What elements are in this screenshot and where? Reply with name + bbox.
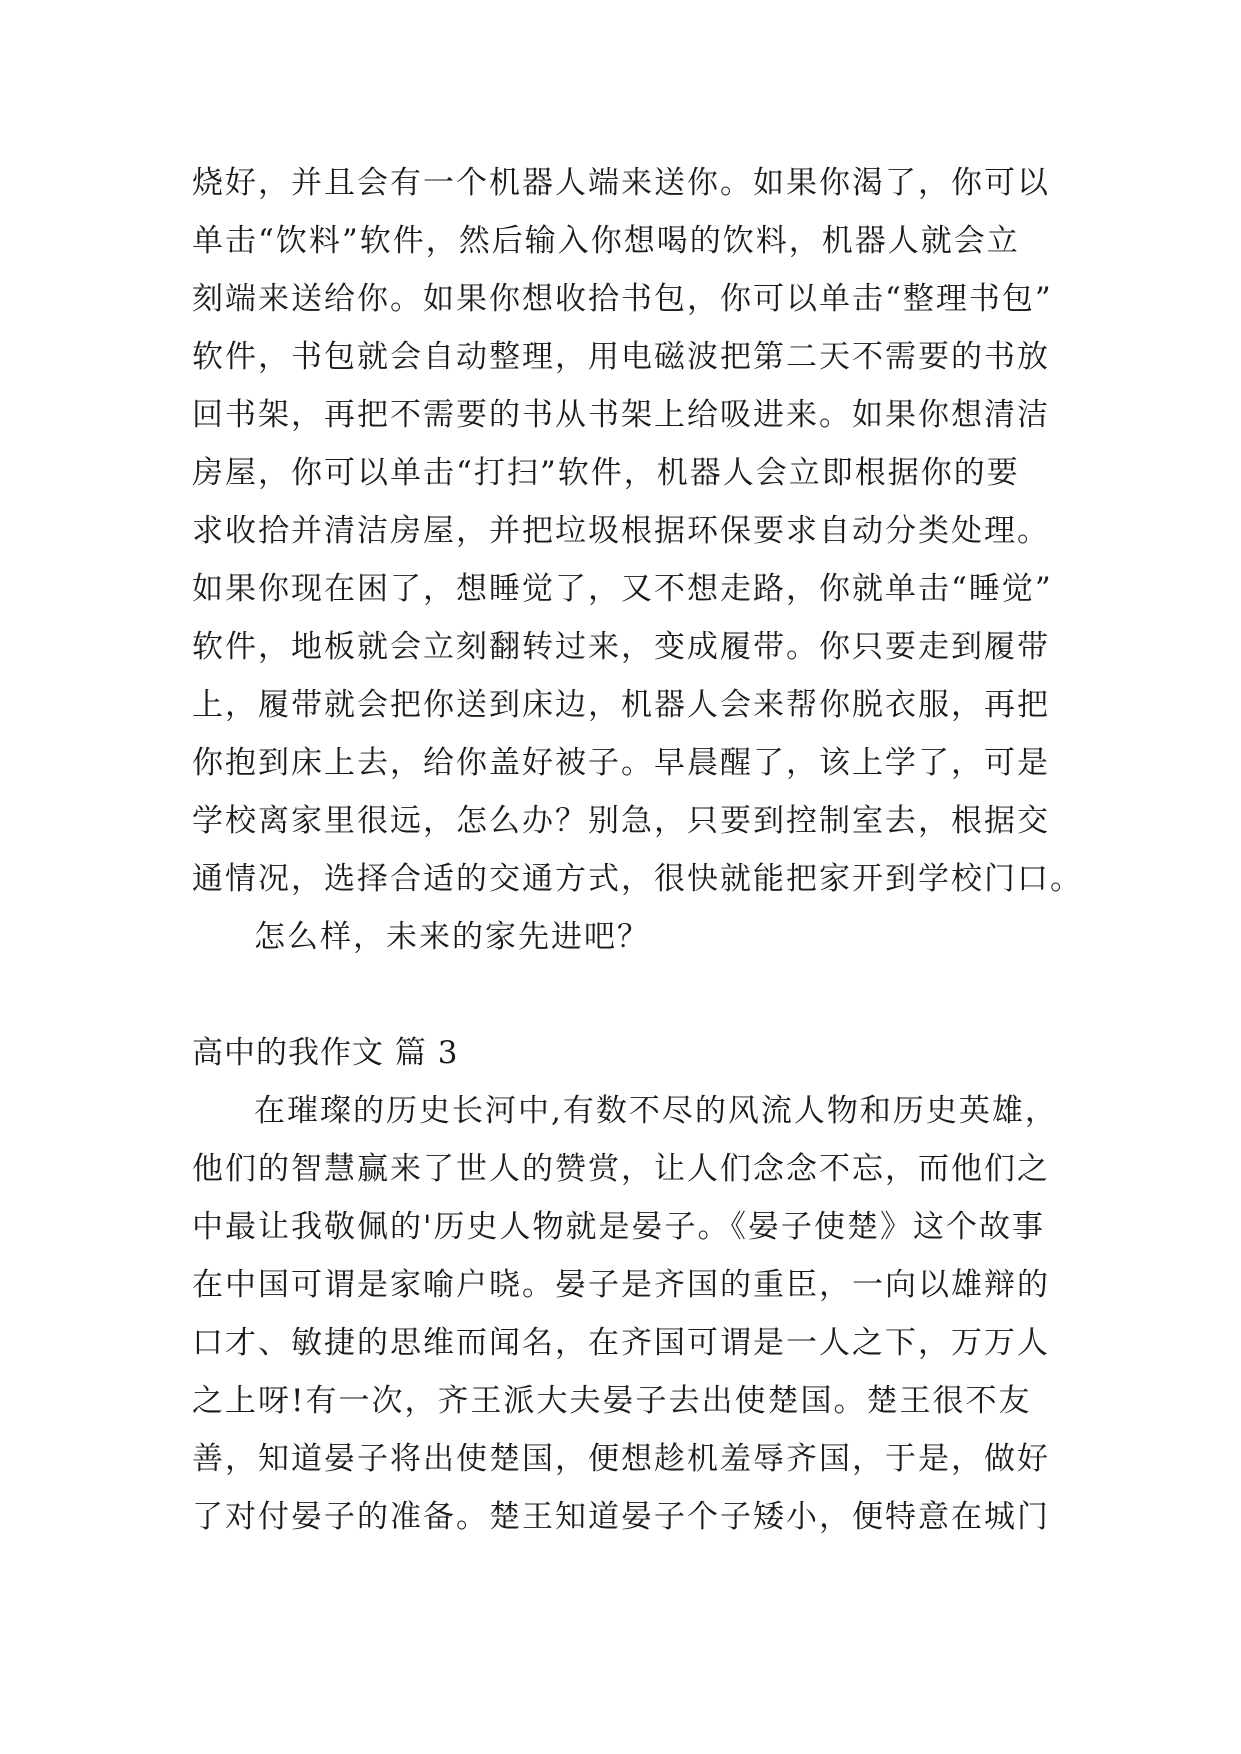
paragraph-line: 烧好，并且会有一个机器人端来送你。如果你渴了，你可以: [192, 165, 1050, 201]
paragraph-line: 单击“饮料”软件，然后输入你想喝的饮料，机器人就会立: [192, 223, 1020, 259]
paragraph-line: 了对付晏子的准备。楚王知道晏子个子矮小，便特意在城门: [192, 1499, 1050, 1535]
paragraph-line: 中最让我敬佩的'历史人物就是晏子。《晏子使楚》这个故事: [192, 1209, 1046, 1245]
section-heading: 高中的我作文 篇 3: [192, 1035, 459, 1071]
paragraph-line: 通情况，选择合适的交通方式，很快就能把家开到学校门口。: [192, 861, 1083, 897]
paragraph-line: 回书架，再把不需要的书从书架上给吸进来。如果你想清洁: [192, 397, 1050, 433]
paragraph-line: 软件，地板就会立刻翻转过来，变成履带。你只要走到履带: [192, 629, 1050, 665]
paragraph-line: 学校离家里很远，怎么办？别急，只要到控制室去，根据交: [192, 803, 1050, 839]
paragraph-line: 他们的智慧赢来了世人的赞赏，让人们念念不忘，而他们之: [192, 1151, 1050, 1187]
paragraph-line: 求收拾并清洁房屋，并把垃圾根据环保要求自动分类处理。: [192, 513, 1050, 549]
paragraph-line: 之上呀!有一次，齐王派大夫晏子去出使楚国。楚王很不友: [192, 1383, 1032, 1419]
paragraph-line: 你抱到床上去，给你盖好被子。早晨醒了，该上学了，可是: [192, 745, 1050, 781]
paragraph-line: 善，知道晏子将出使楚国，便想趁机羞辱齐国，于是，做好: [192, 1441, 1050, 1477]
paragraph-line: 房屋，你可以单击“打扫”软件，机器人会立即根据你的要: [192, 455, 1020, 491]
paragraph-line: 软件，书包就会自动整理，用电磁波把第二天不需要的书放: [192, 339, 1050, 375]
closing-line: 怎么样，未来的家先进吧？: [254, 919, 650, 955]
paragraph-line: 刻端来送给你。如果你想收拾书包，你可以单击“整理书包”: [192, 281, 1053, 317]
paragraph-line: 口才、敏捷的思维而闻名，在齐国可谓是一人之下，万万人: [192, 1325, 1050, 1361]
paragraph-line: 上，履带就会把你送到床边，机器人会来帮你脱衣服，再把: [192, 687, 1050, 723]
paragraph-line: 如果你现在困了，想睡觉了，又不想走路，你就单击“睡觉”: [192, 571, 1053, 607]
paragraph-line: 在璀璨的历史长河中,有数不尽的风流人物和历史英雄，: [254, 1093, 1058, 1129]
paragraph-line: 在中国可谓是家喻户晓。晏子是齐国的重臣，一向以雄辩的: [192, 1267, 1050, 1303]
